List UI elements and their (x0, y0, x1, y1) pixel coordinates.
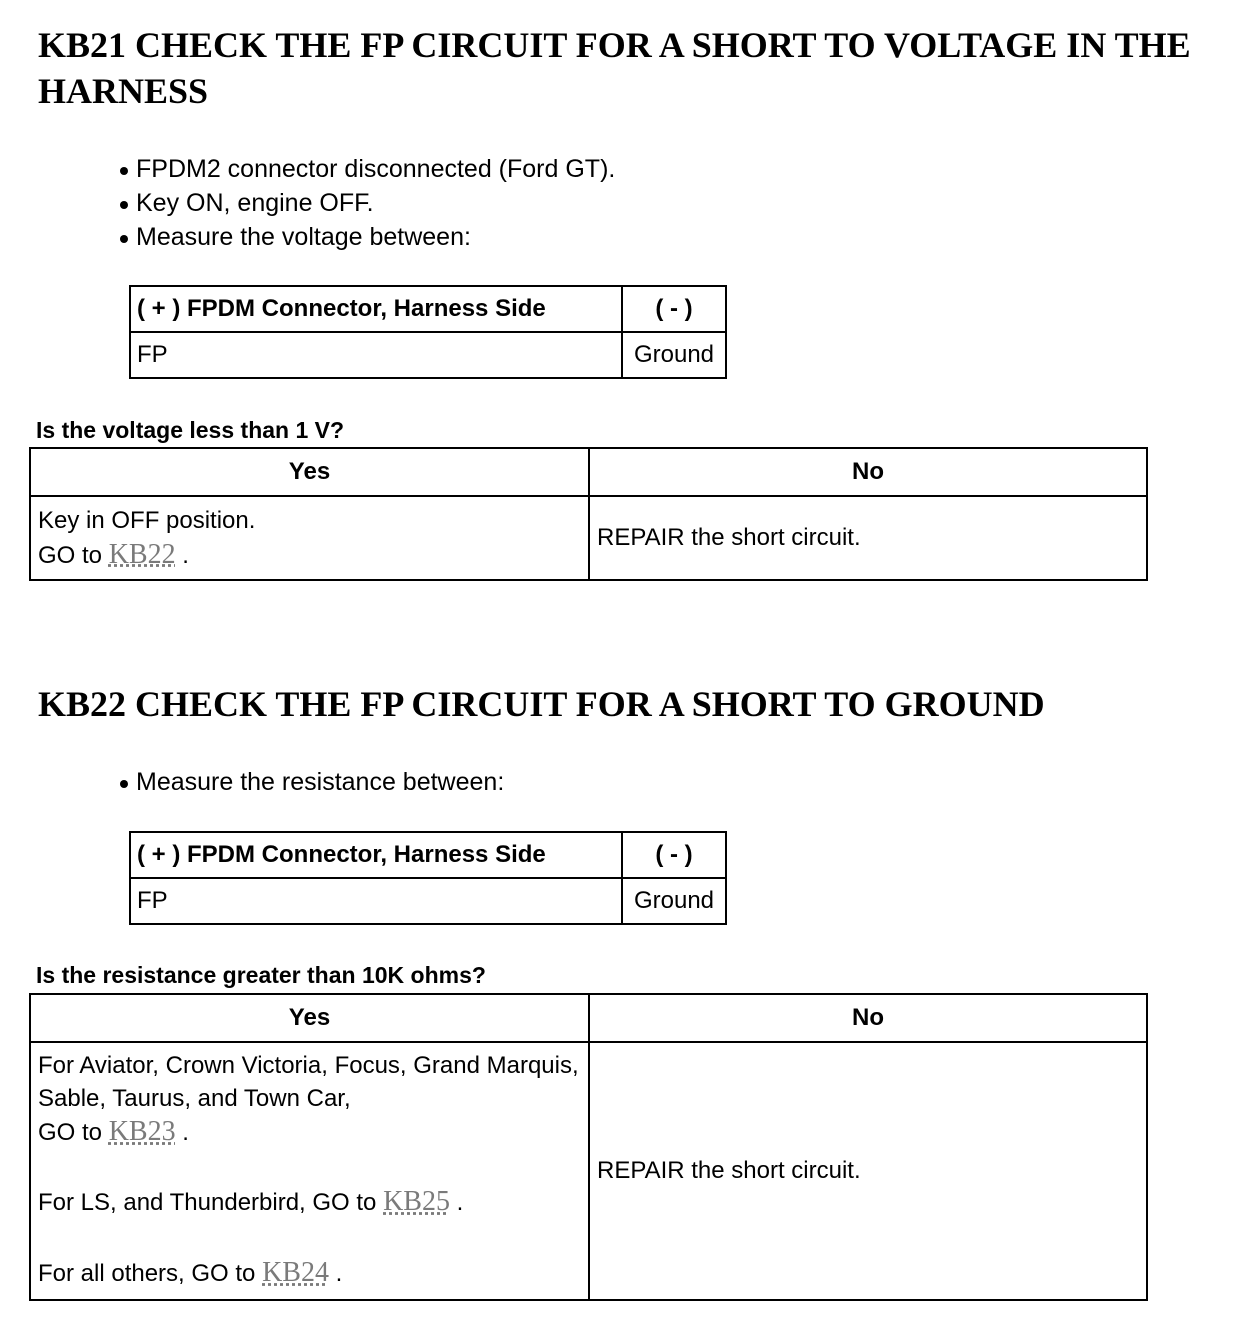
table-cell-yes (30, 1042, 589, 1300)
table-row (30, 1042, 1147, 1300)
suffix: . (182, 541, 189, 569)
goto-prefix: GO to (38, 1119, 103, 1146)
table-row (130, 832, 726, 878)
yes-paragraph-1 (38, 1049, 581, 1149)
table-row (130, 286, 726, 332)
table-row (30, 994, 1147, 1042)
table-header-negative: ( - ) (622, 832, 726, 878)
suffix: . (335, 1260, 343, 1287)
kb21-measure-table (129, 285, 727, 379)
yes-text: For LS, and Thunderbird, GO to (38, 1189, 377, 1216)
yes-text: Key in OFF position. (38, 506, 256, 534)
yes-text: For all others, GO to (38, 1260, 256, 1287)
kb21-bullet-list (118, 152, 615, 254)
suffix: . (182, 1119, 189, 1146)
table-cell-pin: FP (130, 332, 622, 378)
table-header-no: No (589, 448, 1147, 496)
table-header-yes: Yes (30, 448, 589, 496)
table-cell-ground: Ground (622, 332, 726, 378)
table-cell-pin: FP (130, 878, 622, 924)
table-header-no: No (589, 994, 1147, 1042)
kb21-result-table (29, 447, 1148, 581)
table-cell-ground: Ground (622, 878, 726, 924)
kb22-result-table (29, 993, 1148, 1301)
list-item: Measure the voltage between: (118, 220, 615, 254)
table-cell-yes (30, 496, 589, 580)
goto-prefix: GO to (38, 541, 103, 569)
kb22-bullet-list (118, 765, 504, 799)
table-row (130, 878, 726, 924)
suffix: . (456, 1189, 464, 1216)
link-kb25[interactable]: KB25 (383, 1186, 450, 1217)
kb22-question: Is the resistance greater than 10K ohms? (36, 962, 486, 988)
table-row (130, 332, 726, 378)
list-item: Measure the resistance between: (118, 765, 504, 799)
kb21-heading: KB21 CHECK THE FP CIRCUIT FOR A SHORT TO VOLTAGE IN THE HARNESS (38, 25, 1191, 111)
yes-text: For Aviator, Crown Victoria, Focus, Grand Marquis, Sable, Taurus, and Town Car, (38, 1052, 579, 1112)
kb21-question: Is the voltage less than 1 V? (36, 417, 345, 443)
table-header-negative: ( - ) (622, 286, 726, 332)
table-header-yes: Yes (30, 994, 589, 1042)
list-item: Key ON, engine OFF. (118, 186, 615, 220)
table-row (30, 448, 1147, 496)
table-header-positive: ( + ) FPDM Connector, Harness Side (130, 832, 622, 878)
table-cell-no: REPAIR the short circuit. (589, 496, 1147, 580)
table-cell-no: REPAIR the short circuit. (589, 1042, 1147, 1300)
kb22-measure-table (129, 831, 727, 925)
yes-paragraph-2 (38, 1185, 581, 1220)
yes-goto (38, 538, 581, 573)
link-kb23[interactable]: KB23 (108, 1116, 176, 1147)
table-header-positive: ( + ) FPDM Connector, Harness Side (130, 286, 622, 332)
list-item: FPDM2 connector disconnected (Ford GT). (118, 152, 615, 186)
link-kb22[interactable]: KB22 (108, 538, 176, 570)
link-kb24[interactable]: KB24 (262, 1257, 329, 1288)
kb22-heading: KB22 CHECK THE FP CIRCUIT FOR A SHORT TO GROUND (38, 684, 1045, 724)
table-row (30, 496, 1147, 580)
yes-paragraph-3 (38, 1256, 581, 1291)
